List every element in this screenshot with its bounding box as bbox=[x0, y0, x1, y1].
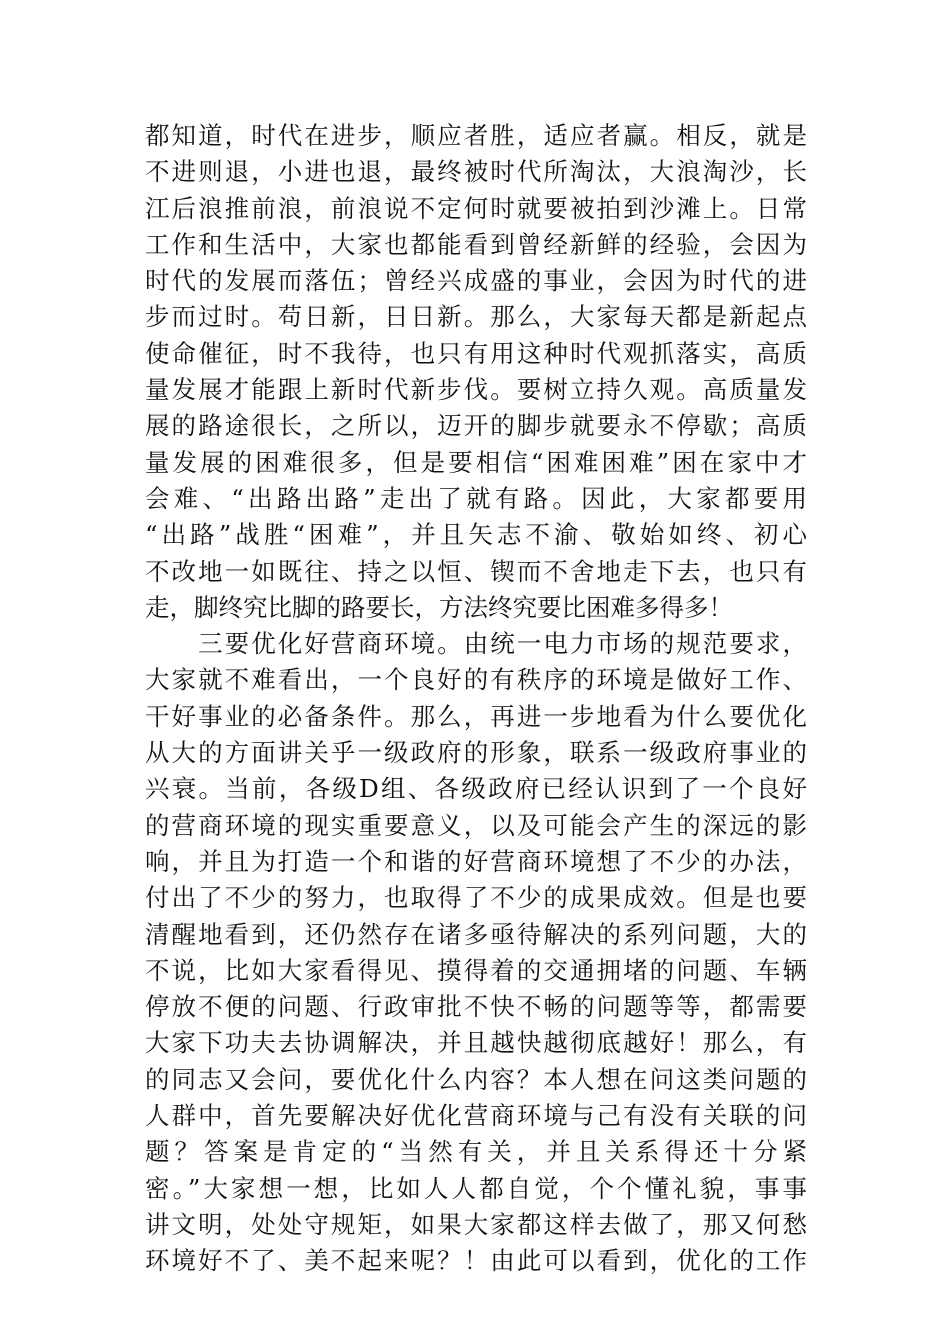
text-line: 时代的发展而落伍；曾经兴成盛的事业，会因为时代的进 bbox=[145, 266, 807, 296]
text-line: 展的路途很长，之所以，迈开的脚步就要永不停歇；高质 bbox=[145, 411, 807, 441]
text-line: 人群中，首先要解决好优化营商环境与己有没有关联的问 bbox=[145, 1101, 807, 1131]
text-line: 不进则退，小进也退，最终被时代所淘汰，大浪淘沙，长 bbox=[145, 157, 807, 187]
text-line: 题？答案是肯定的“当然有关，并且关系得还十分紧 bbox=[145, 1137, 807, 1167]
text-line: 江后浪推前浪，前浪说不定何时就要被拍到沙滩上。日常 bbox=[145, 193, 807, 223]
paragraph-2 bbox=[145, 626, 807, 1279]
text-line: 会难、“出路出路”走出了就有路。因此，大家都要用 bbox=[145, 483, 807, 513]
text-line: 量发展才能跟上新时代新步伐。要树立持久观。高质量发 bbox=[145, 375, 807, 405]
text-line: 不说，比如大家看得见、摸得着的交通拥堵的问题、车辆 bbox=[145, 955, 807, 985]
text-line: 走，脚终究比脚的路要长，方法终究要比困难多得多！ bbox=[145, 592, 733, 622]
text-line: 不改地一如既往、持之以恒、锲而不舍地走下去，也只有 bbox=[145, 556, 807, 586]
text-line: 大家就不难看出，一个良好的有秩序的环境是做好工作、 bbox=[145, 665, 807, 695]
text-line: 大家下功夫去协调解决，并且越快越彻底越好！那么，有 bbox=[145, 1028, 807, 1058]
text-line: 兴衰。当前，各级D组、各级政府已经认识到了一个良好 bbox=[145, 774, 807, 804]
text-line: 使命催征，时不我待，也只有用这种时代观抓落实，高质 bbox=[145, 338, 807, 368]
paragraph-1 bbox=[145, 118, 807, 626]
document-body bbox=[145, 118, 807, 1280]
text-line: 的营商环境的现实重要意义，以及可能会产生的深远的影 bbox=[145, 810, 807, 840]
text-line: 都知道，时代在进步，顺应者胜，适应者赢。相反，就是 bbox=[145, 121, 807, 150]
text-line: “出路”战胜“困难”，并且矢志不渝、敬始如终、初心 bbox=[145, 520, 807, 550]
text-line: 讲文明，处处守规矩，如果大家都这样去做了，那又何愁 bbox=[145, 1209, 807, 1239]
text-line: 清醒地看到，还仍然存在诸多亟待解决的系列问题，大的 bbox=[145, 919, 807, 949]
text-line: 环境好不了、美不起来呢？！由此可以看到，优化的工作 bbox=[145, 1246, 807, 1276]
text-line: 干好事业的必备条件。那么，再进一步地看为什么要优化 bbox=[145, 701, 807, 731]
text-line: 量发展的困难很多，但是要相信“困难困难”困在家中才 bbox=[145, 447, 807, 477]
text-line: 三要优化好营商环境。由统一电力市场的规范要求， bbox=[145, 629, 807, 659]
text-line: 工作和生活中，大家也都能看到曾经新鲜的经验，会因为 bbox=[145, 229, 807, 259]
text-line: 付出了不少的努力，也取得了不少的成果成效。但是也要 bbox=[145, 883, 807, 913]
text-line: 密。”大家想一想，比如人人都自觉，个个懂礼貌，事事 bbox=[145, 1173, 807, 1203]
text-line: 停放不便的问题、行政审批不快不畅的问题等等，都需要 bbox=[145, 992, 807, 1022]
text-line: 响，并且为打造一个和谐的好营商环境想了不少的办法， bbox=[145, 846, 807, 876]
text-line: 从大的方面讲关乎一级政府的形象，联系一级政府事业的 bbox=[145, 738, 807, 768]
text-line: 步而过时。苟日新，日日新。那么，大家每天都是新起点 bbox=[145, 302, 807, 332]
text-line: 的同志又会问，要优化什么内容？本人想在问这类问题的 bbox=[145, 1064, 807, 1094]
